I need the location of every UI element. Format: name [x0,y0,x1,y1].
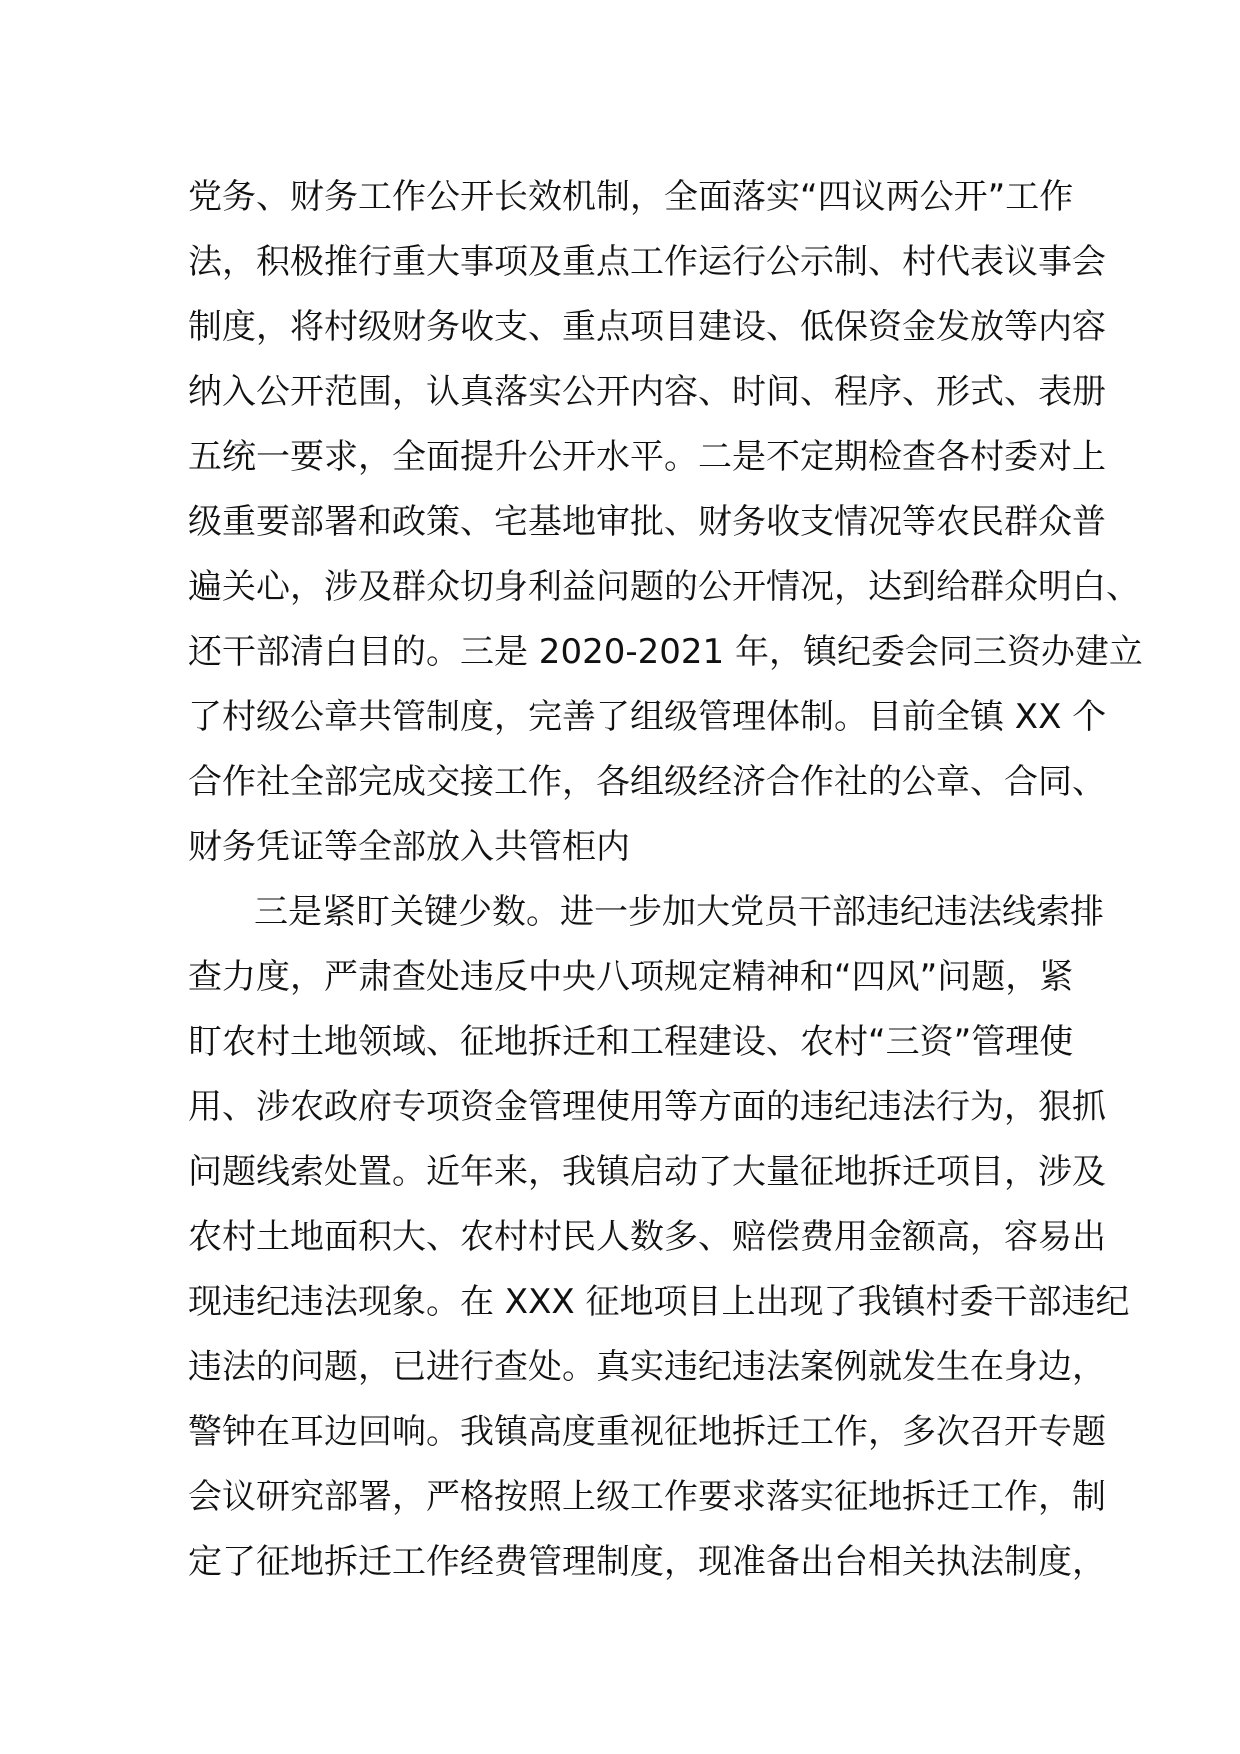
text-line: 盯农村土地领域、征地拆迁和工程建设、农村“三资”管理使 [188,1022,1074,1062]
text-line: 党务、财务工作公开长效机制，全面落实“四议两公开”工作 [188,177,1074,217]
text-line: 合作社全部完成交接工作，各组级经济合作社的公章、合同、 [188,762,1106,802]
text-line: 制度，将村级财务收支、重点项目建设、低保资金发放等内容 [188,307,1106,347]
text-line: 农村土地面积大、农村村民人数多、赔偿费用金额高，容易出 [188,1217,1106,1257]
text-line-first-indented: 三是紧盯关键少数。进一步加大党员干部违纪违法线索排 [254,892,1104,932]
text-line: 级重要部署和政策、宅基地审批、财务收支情况等农民群众普 [188,502,1106,542]
text-line: 会议研究部署，严格按照上级工作要求落实征地拆迁工作，制 [188,1477,1106,1517]
document-body [188,165,1143,1595]
text-line: 财务凭证等全部放入共管柜内 [188,827,630,867]
text-line: 用、涉农政府专项资金管理使用等方面的违纪违法行为，狠抓 [188,1087,1106,1127]
text-line: 法，积极推行重大事项及重点工作运行公示制、村代表议事会 [188,242,1106,282]
text-line: 违法的问题，已进行查处。真实违纪违法案例就发生在身边， [188,1347,1106,1387]
text-line: 了村级公章共管制度，完善了组级管理体制。目前全镇 XX 个 [188,697,1107,737]
text-line: 现违纪违法现象。在 XXX 征地项目上出现了我镇村委干部违纪 [188,1282,1130,1322]
paragraph-1 [188,165,1143,880]
text-line: 问题线索处置。近年来，我镇启动了大量征地拆迁项目，涉及 [188,1152,1106,1192]
paragraph-2 [188,880,1130,1595]
text-line: 警钟在耳边回响。我镇高度重视征地拆迁工作，多次召开专题 [188,1412,1106,1452]
text-line: 定了征地拆迁工作经费管理制度，现准备出台相关执法制度， [188,1542,1106,1582]
text-line: 纳入公开范围，认真落实公开内容、时间、程序、形式、表册 [188,372,1106,412]
text-line: 遍关心，涉及群众切身利益问题的公开情况，达到给群众明白、 [188,567,1140,607]
text-line: 查力度，严肃查处违反中央八项规定精神和“四风”问题，紧 [188,957,1074,997]
text-line: 还干部清白目的。三是 2020-2021 年，镇纪委会同三资办建立 [188,632,1143,672]
text-line: 五统一要求，全面提升公开水平。二是不定期检查各村委对上 [188,437,1106,477]
